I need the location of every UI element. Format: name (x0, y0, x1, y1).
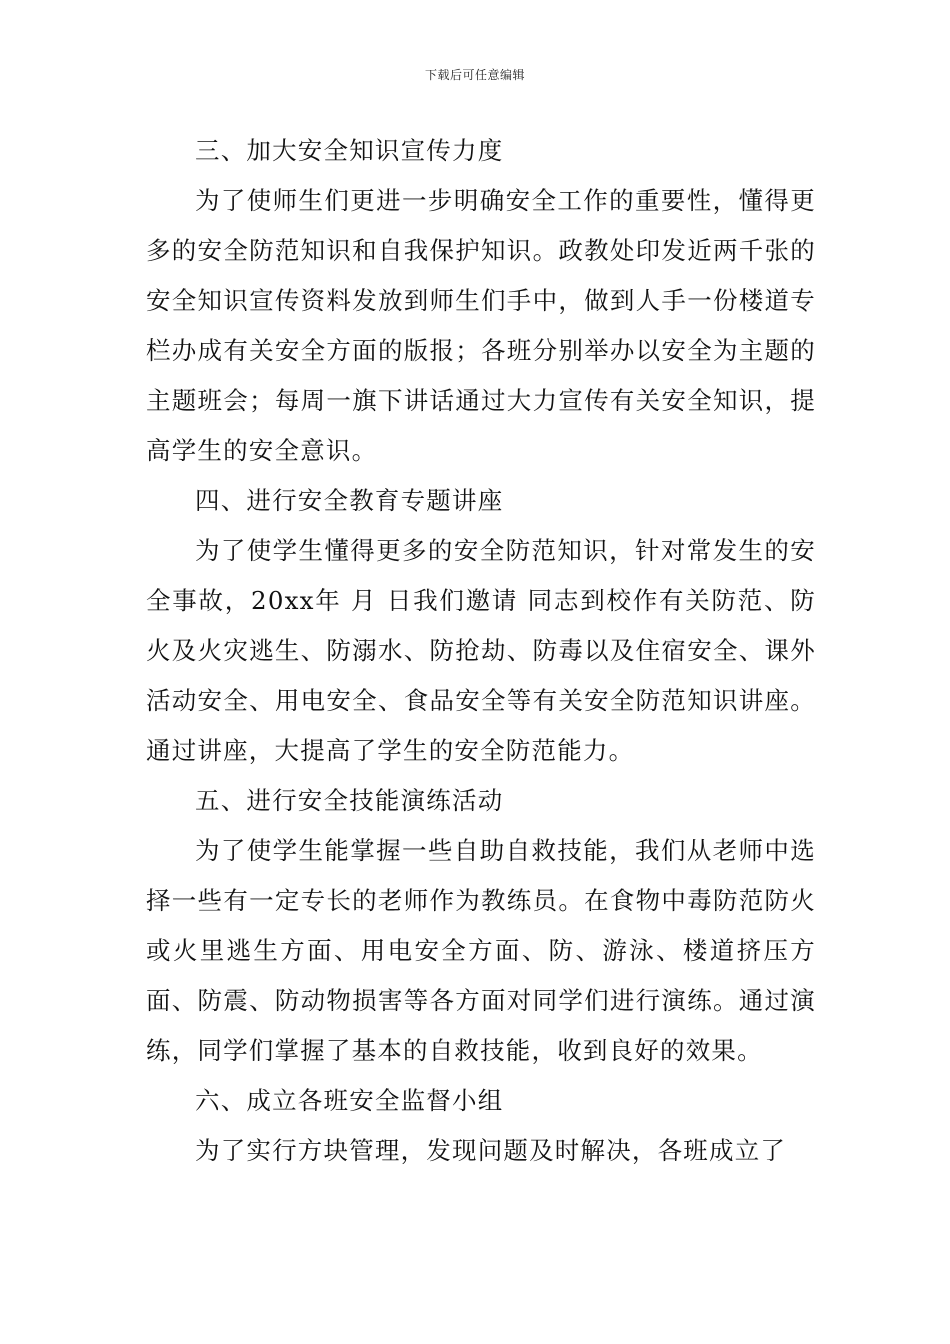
section-heading-3: 三、加大安全知识宣传力度 (195, 136, 504, 165)
section-paragraph-4: 为了使学生懂得更多的安全防范知识，针对常发生的安全事故，20xx年 月 日我们邀请 同志到校作有关防范、防火及火灾逃生、防溺水、防抢劫、防毒以及住宿安全、课外活动安全、用电安全、食品安全等有关安全防范知识讲座。通过讲座，大提高了学生的安全防范能力。 (146, 536, 816, 765)
section-paragraph-5: 为了使学生能掌握一些自助自救技能，我们从老师中选择一些有一定专长的老师作为教练员。在食物中毒防范防火或火里逃生方面、用电安全方面、防、游泳、楼道挤压方面、防震、防动物损害等各方面对同学们进行演练。通过演练，同学们掌握了基本的自救技能，收到良好的效果。 (146, 836, 816, 1065)
section-heading-5: 五、进行安全技能演练活动 (195, 786, 504, 815)
page-header: 下载后可任意编辑 (424, 68, 525, 82)
document-body (146, 126, 816, 1176)
section-paragraph-3: 为了使师生们更进一步明确安全工作的重要性，懂得更多的安全防范知识和自我保护知识。政教处印发近两千张的安全知识宣传资料发放到师生们手中，做到人手一份楼道专栏办成有关安全方面的版报；各班分别举办以安全为主题的主题班会；每周一旗下讲话通过大力宣传有关安全知识，提高学生的安全意识。 (146, 186, 816, 465)
section-paragraph-6: 为了实行方块管理，发现问题及时解决，各班成立了 (195, 1136, 787, 1165)
section-heading-6: 六、成立各班安全监督小组 (195, 1086, 504, 1115)
section-heading-4: 四、进行安全教育专题讲座 (195, 486, 504, 515)
